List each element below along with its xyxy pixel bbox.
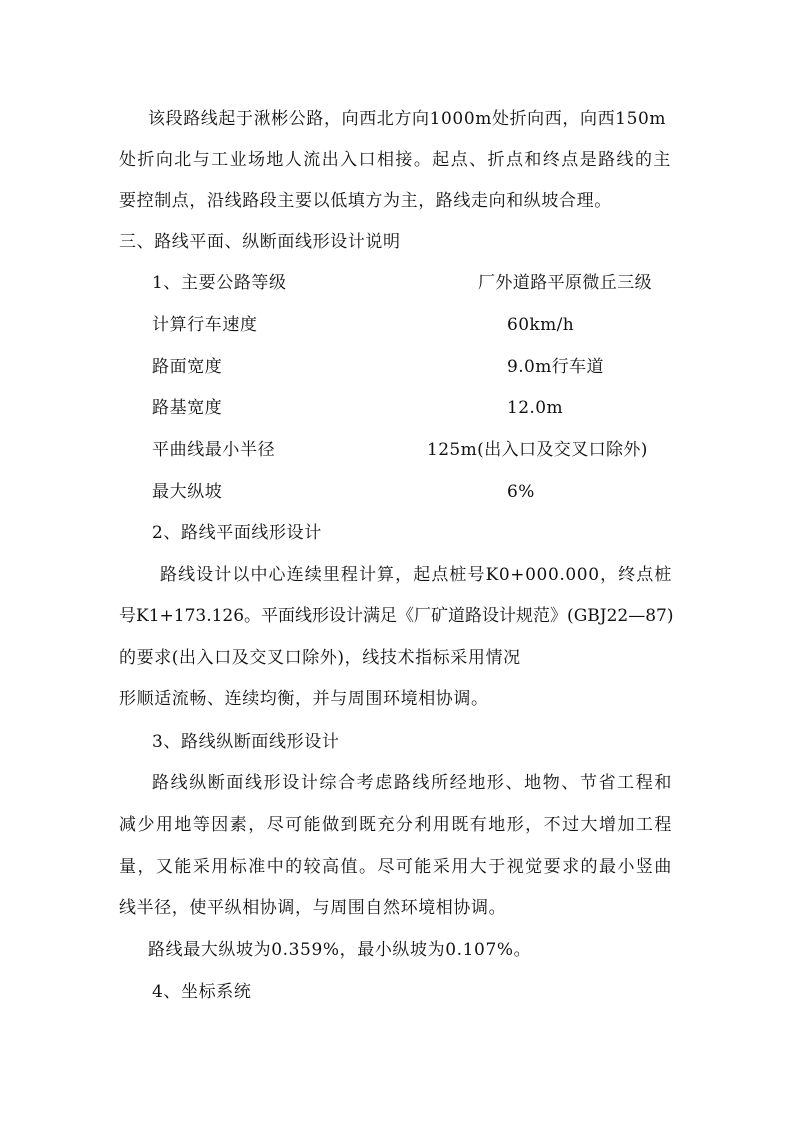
spec-speed-value: 60km/h [507,315,575,335]
plan-design-line-3: 的要求(出入口及交叉口除外)，线技术指标采用情况 [119,648,521,668]
intro-line-2: 处折向北与工业场地人流出入口相接。起点、折点和终点是路线的主 [119,150,671,170]
plan-design-heading: 2、路线平面线形设计 [152,523,322,543]
spec-speed-label: 计算行车速度 [152,315,258,335]
intro-line-1: 该段路线起于湫彬公路，向西北方向1000m处折向西，向西150m [148,109,667,129]
plan-design-line-1: 路线设计以中心连续里程计算，起点桩号K0+000.000，终点桩 [160,565,672,585]
profile-design-line-2: 减少用地等因素，尽可能做到既充分利用既有地形，不过大增加工程 [119,815,672,835]
spec-slope-value: 6% [507,482,535,502]
spec-subgrade-label: 路基宽度 [152,398,223,418]
profile-design-line-1: 路线纵断面线形设计综合考虑路线所经地形、地物、节省工程和 [152,773,672,793]
profile-design-line-4: 线半径，使平纵相协调，与周围自然环境相协调。 [119,898,507,918]
plan-design-line-2: 号K1+173.126。平面线形设计满足《厂矿道路设计规范》(GBJ22—87) [119,606,674,626]
profile-design-heading: 3、路线纵断面线形设计 [152,732,340,752]
section-3-heading: 三、路线平面、纵断面线形设计说明 [119,232,401,252]
spec-pavement-value: 9.0m行车道 [507,357,604,377]
plan-design-line-4: 形顺适流畅、连续均衡，并与周围环境相协调。 [119,689,489,709]
spec-radius-value: 125m(出入口及交叉口除外) [427,440,648,460]
spec-subgrade-value: 12.0m [507,398,563,418]
coordinate-heading: 4、坐标系统 [152,982,252,1002]
spec-radius-label: 平曲线最小半径 [152,440,276,460]
intro-line-3: 要控制点，沿线路段主要以低填方为主，路线走向和纵坡合理。 [119,191,612,211]
spec-grade-value: 厂外道路平原微丘三级 [478,273,652,293]
profile-slope-line: 路线最大纵坡为0.359%，最小纵坡为0.107%。 [148,940,532,960]
spec-pavement-label: 路面宽度 [152,357,223,377]
spec-grade-heading: 1、主要公路等级 [152,273,287,293]
profile-design-line-3: 量，又能采用标准中的较高值。尽可能采用大于视觉要求的最小竖曲 [119,857,672,877]
spec-slope-label: 最大纵坡 [152,482,223,502]
